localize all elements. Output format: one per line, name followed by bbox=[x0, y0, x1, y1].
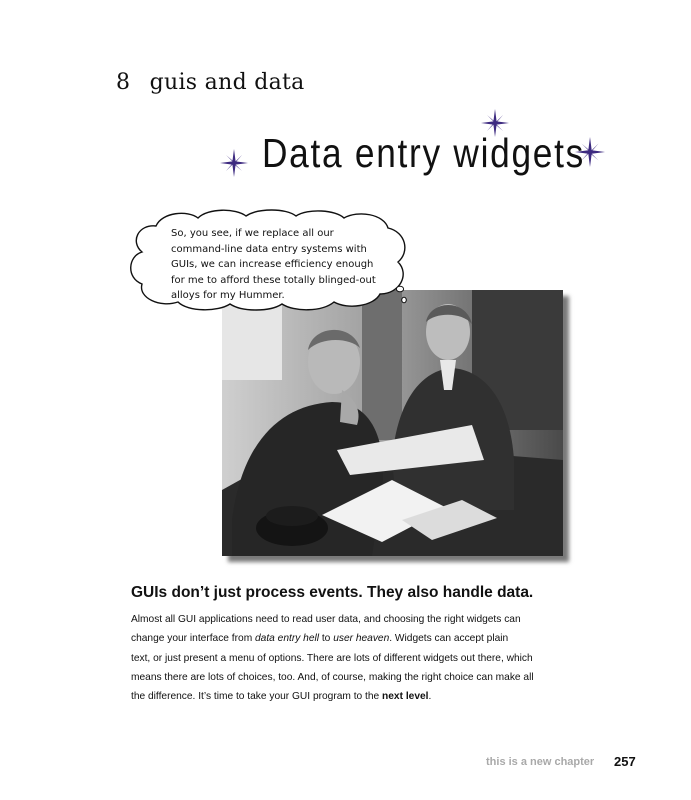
emphasis-data-entry-hell: data entry hell bbox=[255, 633, 320, 645]
body-text-run: the difference. It’s time to take your GUI program to the bbox=[131, 691, 383, 703]
chapter-name: guis and data bbox=[149, 70, 305, 95]
speech-line: So, you see, if we replace all our bbox=[171, 228, 334, 239]
body-paragraph bbox=[131, 610, 571, 706]
body-line bbox=[131, 629, 571, 648]
page-number: 257 bbox=[614, 754, 636, 769]
body-line: means there are lots of choices, too. And, of course, making the right choice can make all bbox=[131, 671, 534, 683]
sparkle-star-icon bbox=[219, 148, 249, 178]
emphasis-user-heaven: user heaven bbox=[333, 633, 390, 645]
body-text-run: . Widgets can accept plain bbox=[389, 633, 509, 645]
photo-two-men-reviewing-papers bbox=[222, 290, 563, 556]
speech-line: GUIs, we can increase efficiency enough bbox=[171, 259, 374, 270]
bold-next-level: next level bbox=[382, 691, 429, 703]
footer-chapter-label: this is a new chapter bbox=[486, 756, 595, 768]
chapter-header bbox=[116, 70, 305, 95]
body-line: text, or just present a menu of options. There are lots of different widgets out there, which bbox=[131, 652, 533, 664]
speech-line: for me to afford these totally blinged-out bbox=[171, 274, 376, 286]
speech-bubble-text bbox=[171, 226, 401, 304]
page-title: Data entry widgets bbox=[262, 130, 585, 176]
chapter-number: 8 bbox=[116, 70, 131, 95]
speech-line: alloys for my Hummer. bbox=[171, 290, 285, 301]
body-line: Almost all GUI applications need to read user data, and choosing the right widgets can bbox=[131, 614, 521, 625]
body-text-run: change your interface from bbox=[131, 633, 256, 645]
body-text-run: . bbox=[428, 691, 432, 703]
section-heading: GUIs don’t just process events. They also handle data. bbox=[131, 584, 534, 601]
speech-line: command-line data entry systems with bbox=[171, 243, 367, 255]
body-line bbox=[131, 687, 571, 706]
body-text-run: to bbox=[319, 633, 334, 645]
